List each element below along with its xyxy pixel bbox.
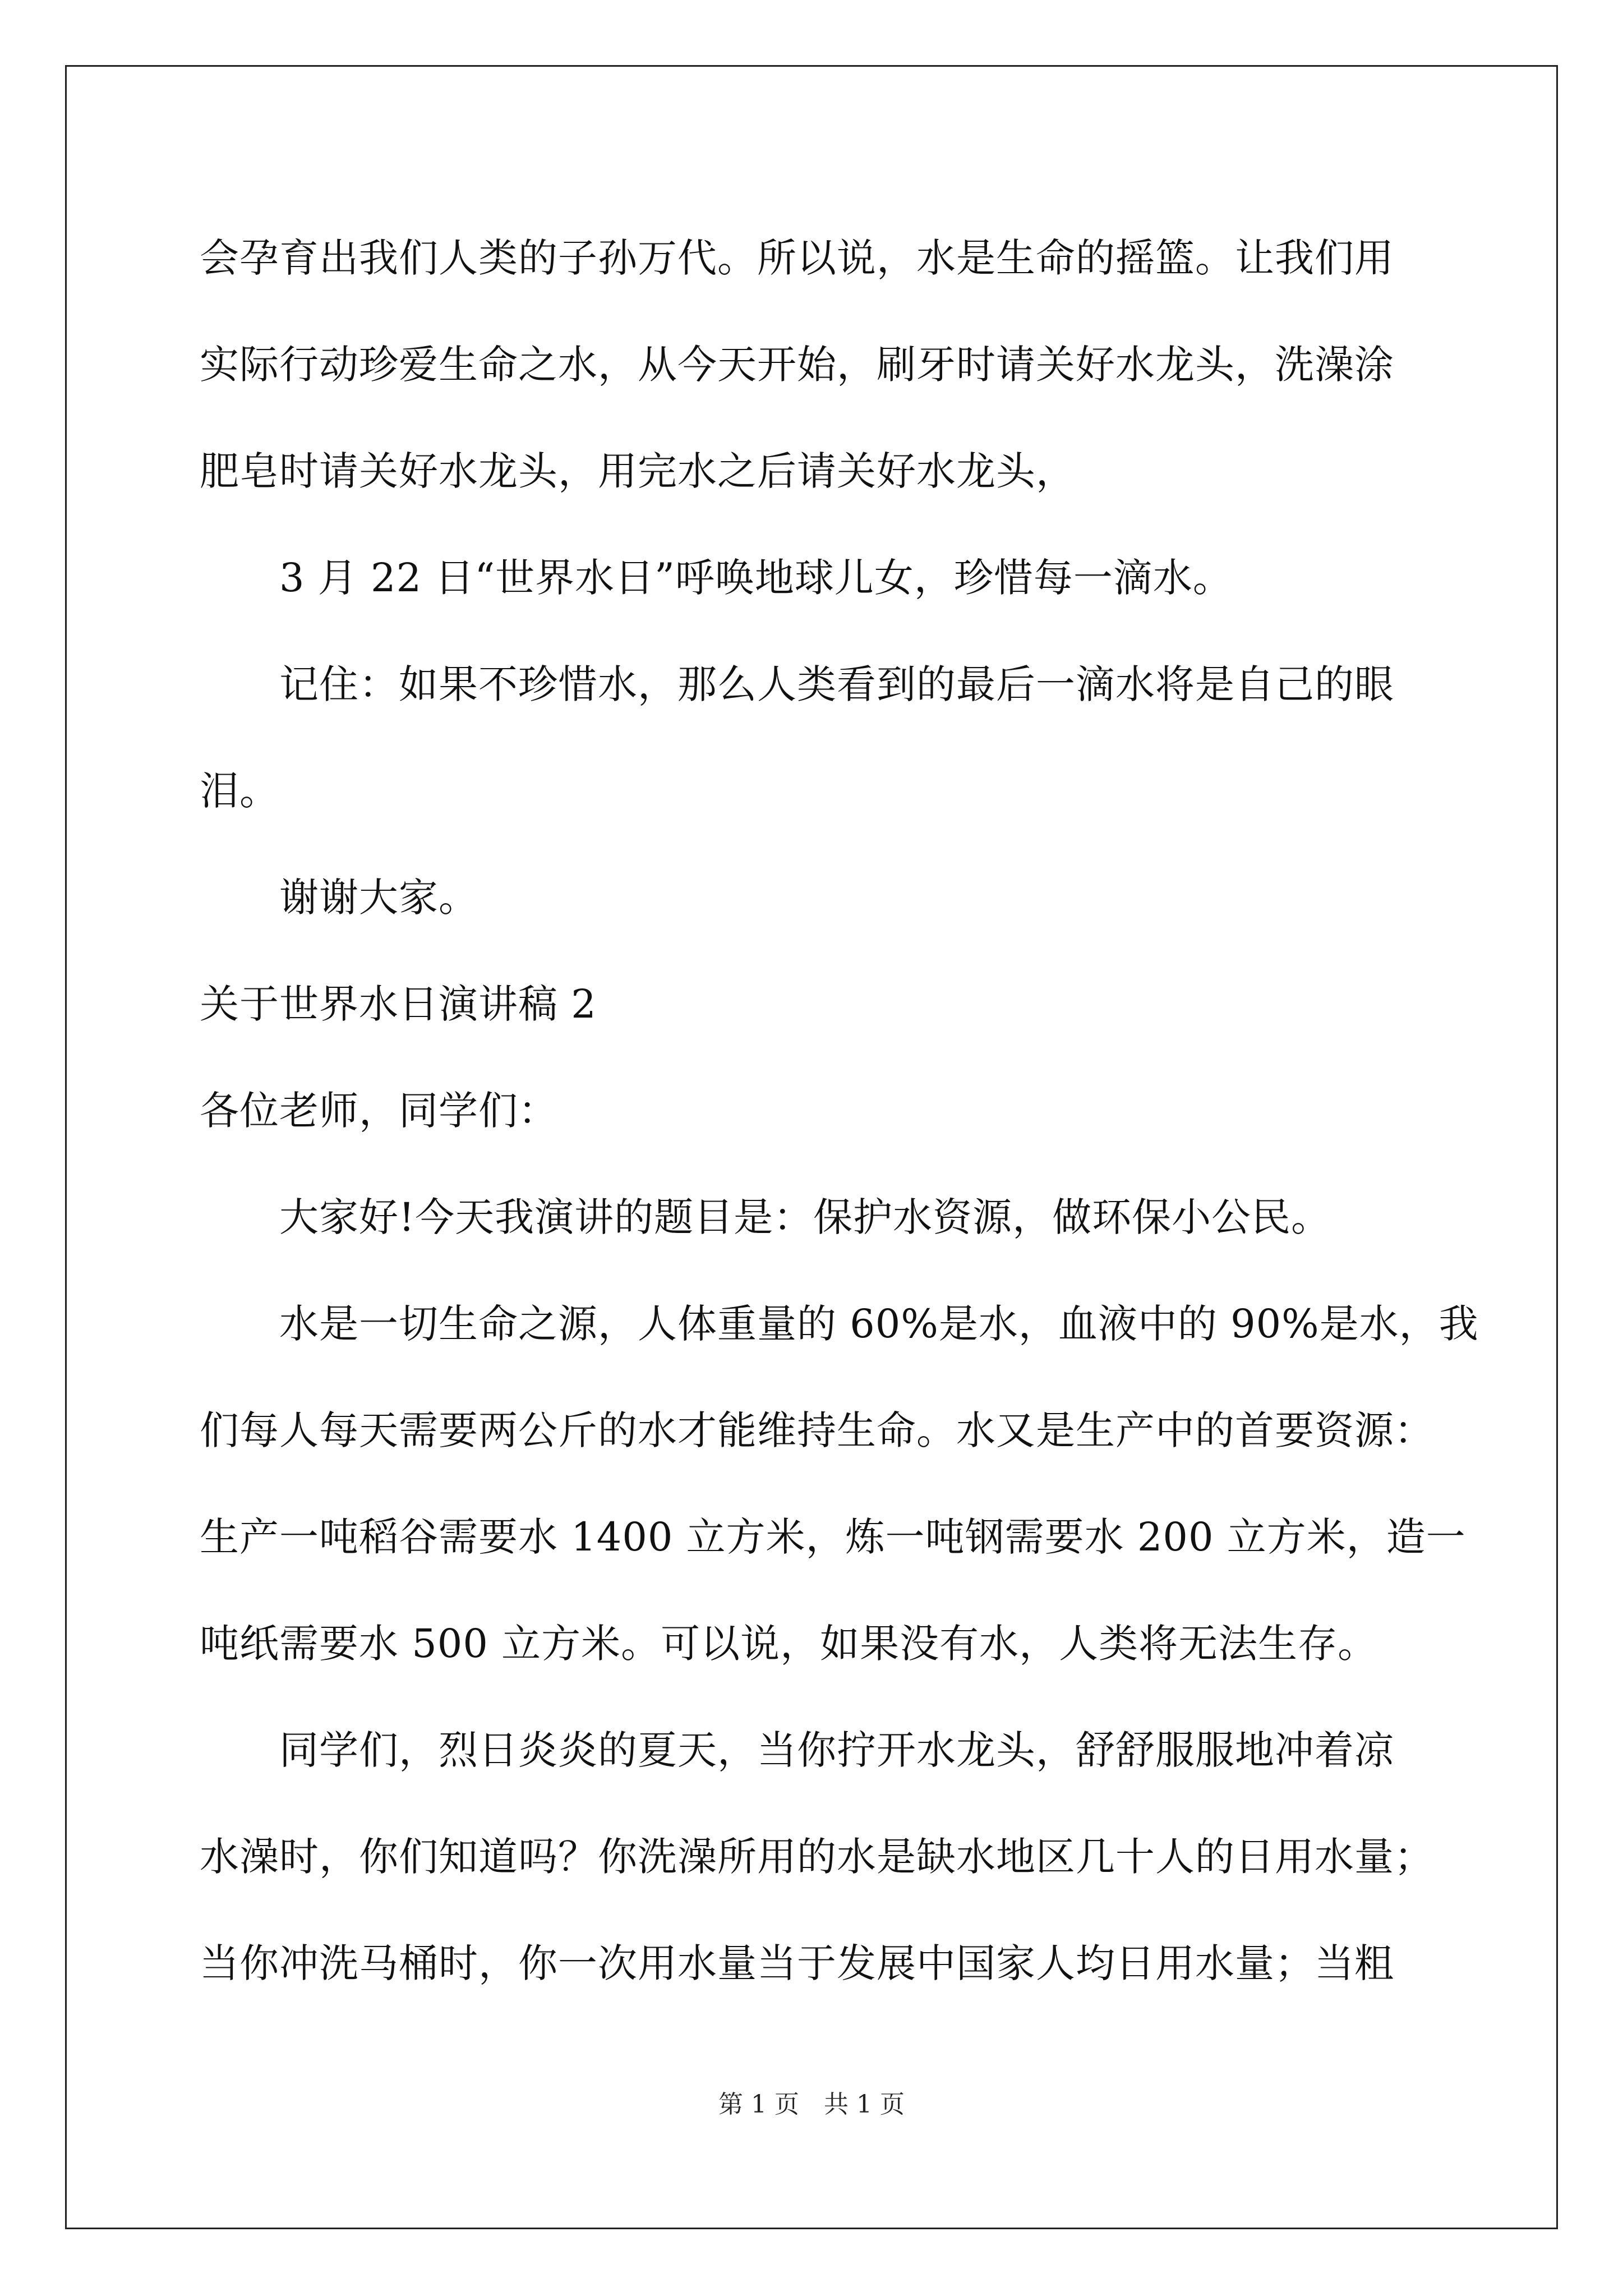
- text-line: 会孕育出我们人类的子孙万代。所以说，水是生命的摇篮。让我们用: [200, 235, 1394, 281]
- page-footer: 第 1 页 共 1 页: [718, 2090, 905, 2119]
- text-line: 实际行动珍爱生命之水，从今天开始，刷牙时请关好水龙头，洗澡涂: [200, 342, 1394, 388]
- text-line: 大家好!今天我演讲的题目是：保护水资源，做环保小公民。: [279, 1194, 1331, 1240]
- section-heading: 关于世界水日演讲稿 2: [200, 981, 597, 1027]
- text-line: 3 月 22 日“世界水日”呼唤地球儿女，珍惜每一滴水。: [279, 555, 1233, 601]
- text-line: 同学们，烈日炎炎的夏天，当你拧开水龙头，舒舒服服地冲着凉: [279, 1727, 1394, 1773]
- text-line: 记住：如果不珍惜水，那么人类看到的最后一滴水将是自己的眼: [279, 661, 1394, 707]
- text-line: 吨纸需要水 500 立方米。可以说，如果没有水，人类将无法生存。: [200, 1621, 1378, 1667]
- text-line: 肥皂时请关好水龙头，用完水之后请关好水龙头，: [200, 448, 1076, 494]
- text-line: 泪。: [200, 768, 279, 814]
- text-line: 水澡时，你们知道吗？你洗澡所用的水是缺水地区几十人的日用水量；: [200, 1834, 1434, 1880]
- text-line: 生产一吨稻谷需要水 1400 立方米，炼一吨钢需要水 200 立方米，造一: [200, 1514, 1466, 1560]
- text-line: 们每人每天需要两公斤的水才能维持生命。水又是生产中的首要资源：: [200, 1407, 1434, 1453]
- text-line: 水是一切生命之源，人体重量的 60%是水，血液中的 90%是水，我: [279, 1301, 1479, 1347]
- text-line: 当你冲洗马桶时，你一次用水量当于发展中国家人均日用水量；当粗: [200, 1940, 1394, 1986]
- salutation: 各位老师，同学们：: [200, 1088, 558, 1134]
- text-line: 谢谢大家。: [279, 875, 478, 921]
